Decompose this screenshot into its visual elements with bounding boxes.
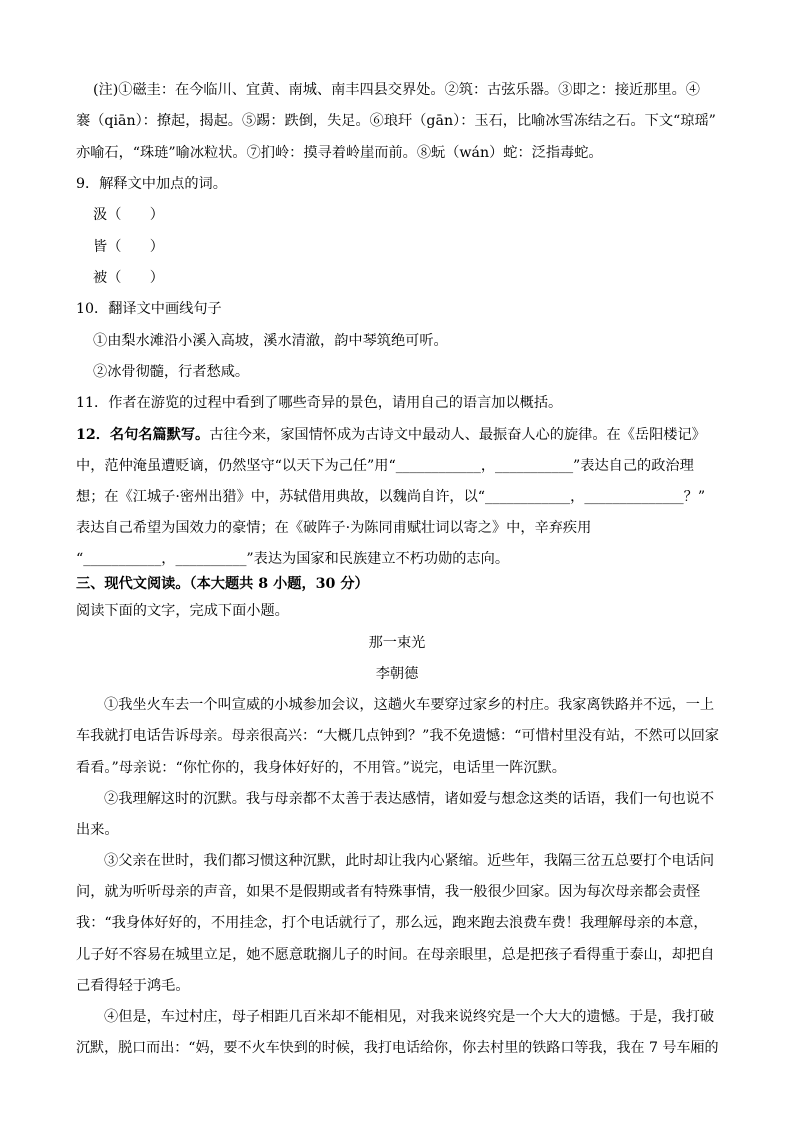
question-10-stem: 10．翻译文中画线句子 xyxy=(76,301,222,317)
question-9-item: 皆（ ） xyxy=(93,239,164,255)
question-9-item: 汲（ ） xyxy=(93,207,164,223)
note-line: 褰（qiān）：撩起，揭起。⑤踢：跌倒，失足。⑥琅玕（gān）：玉石，比喻冰雪冻结之石。下文“琼瑶” xyxy=(76,113,716,129)
paragraph-line: ①我坐火车去一个叫宣威的小城参加会议，这趟火车要穿过家乡的村庄。我家离铁路并不远，一上 xyxy=(104,697,715,713)
paragraph-line: 车我就打电话告诉母亲。母亲很高兴：“大概几点钟到？”我不免遗憾：“可惜村里没有站，不然可以回家 xyxy=(76,728,720,744)
question-12-label: 12．名句名篇默写。 xyxy=(76,427,210,443)
question-12-line: 表达自己希望为国效力的豪情；在《破阵子·为陈同甫赋壮词以寄之》中，辛弃疾用 xyxy=(76,520,592,536)
paragraph-line: ④但是，车过村庄，母子相距几百米却不能相见，对我来说终究是一个大大的遗憾。于是，我打破 xyxy=(104,1009,715,1025)
section-heading: 三、现代文阅读。（本大题共 8 小题，30 分） xyxy=(76,576,369,592)
paragraph-line: 儿子好不容易在城里立足，她不愿意耽搁儿子的时间。在母亲眼里，总是把孩子看得重于泰山，却把自 xyxy=(76,947,715,963)
note-line: (注)①磁圭：在今临川、宜黄、南城、南丰四县交界处。②筑：古弦乐器。③即之：接近那里。④ xyxy=(93,82,700,98)
paragraph-line: 看看。”母亲说：“你忙你的，我身体好好的，不用管。”说完，电话里一阵沉默。 xyxy=(76,760,566,776)
article-author: 李朝德 xyxy=(375,666,419,682)
article-title: 那一束光 xyxy=(368,635,426,651)
question-10-item: ②冰骨彻髓，行者愁咸。 xyxy=(93,364,250,380)
note-line: 亦喻石，“珠琏”喻冰粒状。⑦扪岭：摸寻着岭崖而前。⑧蚖（wán）蛇：泛指毒蛇。 xyxy=(76,145,603,161)
question-10-item: ①由梨水滩沿小溪入高坡，溪水清澈，韵中琴筑绝可听。 xyxy=(93,333,448,349)
question-12-line: 中，范仲淹虽遭贬谪，仍然坚守“以天下为己任”用“____________，___________”表达自己的政治理 xyxy=(76,458,694,474)
paragraph-line: 我：“我身体好好的，不用挂念，打个电话就行了，那么远，跑来跑去浪费车费！我理解母亲的本意， xyxy=(76,915,708,931)
question-12-text: 古往今来，家国情怀成为古诗文中最动人、最振奋人心的旋律。在《岳阳楼记》 xyxy=(209,427,706,443)
paragraph-line: ②我理解这时的沉默。我与母亲都不太善于表达感情，诸如爱与想念这类的话语，我们一句也说不 xyxy=(104,791,715,807)
question-9-stem: 9．解释文中加点的词。 xyxy=(76,176,227,192)
paragraph-line: 沉默，脱口而出：“妈，要不火车快到的时候，我打电话给你，你去村里的铁路口等我，我在 7 号车厢的 xyxy=(76,1040,719,1056)
paragraph-line: 己看得轻于鸿毛。 xyxy=(76,978,190,994)
question-12-line xyxy=(76,425,706,445)
section-instruction: 阅读下面的文字，完成下面小题。 xyxy=(76,603,289,619)
question-12-line: “___________，__________”表达为国家和民族建立不朽功勋的志向。 xyxy=(76,551,510,567)
paragraph-line: 出来。 xyxy=(76,822,119,838)
question-12-line: 想；在《江城子·密州出猎》中，苏轼借用典故，以魏尚自许，以“____________，______________？” xyxy=(76,489,706,505)
question-9-item: 被（ ） xyxy=(93,270,164,286)
question-11-stem: 11．作者在游览的过程中看到了哪些奇异的景色，请用自己的语言加以概括。 xyxy=(76,395,563,411)
paragraph-line: 问，就为听听母亲的声音，如果不是假期或者有特殊事情，我一般很少回家。因为每次母亲都会责怪 xyxy=(76,884,701,900)
paragraph-line: ③父亲在世时，我们都习惯这种沉默，此时却让我内心紧缩。近些年，我隔三岔五总要打个电话问 xyxy=(104,853,715,869)
